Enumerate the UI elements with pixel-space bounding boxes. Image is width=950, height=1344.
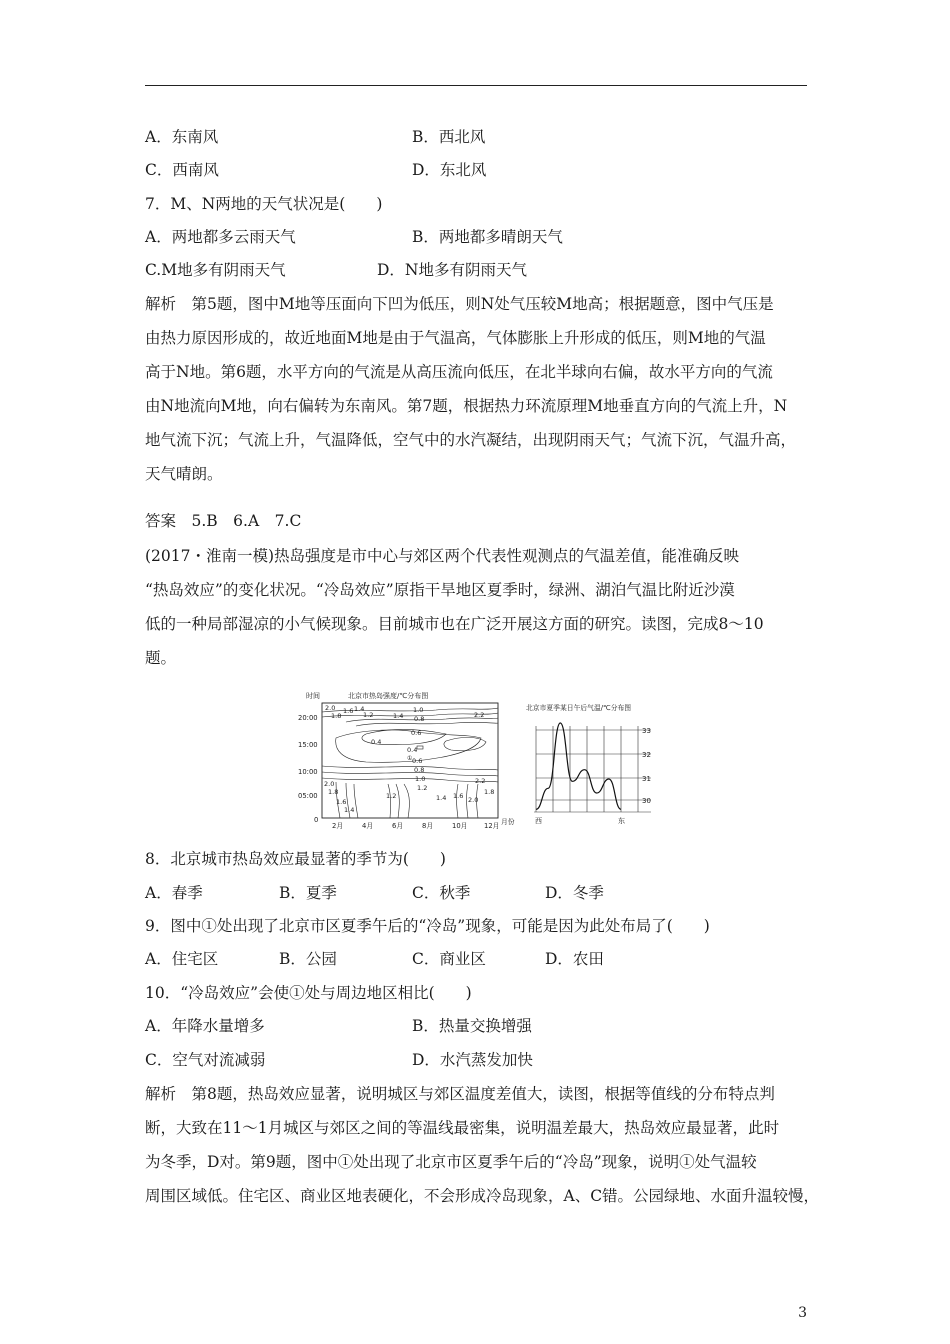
svg-text:1.2: 1.2 xyxy=(417,784,428,792)
answer-line: 答案 5.B 6.A 7.C xyxy=(145,512,302,530)
svg-text:0.4: 0.4 xyxy=(371,738,382,746)
svg-text:1.4: 1.4 xyxy=(436,794,447,802)
svg-text:1.6: 1.6 xyxy=(336,798,347,806)
intro-line-4: 题。 xyxy=(145,649,177,667)
q10-option-d: D．水汽蒸发加快 xyxy=(412,1051,533,1069)
svg-text:1.4: 1.4 xyxy=(344,806,355,814)
intro-line-2: “热岛效应”的变化状况。“冷岛效应”原指干旱地区夏季时，绿洲、湖泊气温比附近沙漠 xyxy=(145,581,735,599)
analysis2-line-4: 周围区域低。住宅区、商业区地表硬化，不会形成冷岛现象，A、C错。公园绿地、水面升温较慢， xyxy=(145,1187,820,1205)
analysis1-line-1: 解析 第5题，图中M地等压面向下凹为低压，则N处气压较M地高；根据题意，图中气压是 xyxy=(145,295,774,313)
svg-text:2.2: 2.2 xyxy=(474,711,485,719)
left-fig-x-ticks xyxy=(332,822,499,830)
analysis1-line-6: 天气晴朗。 xyxy=(145,465,223,483)
analysis1-line-2: 由热力原因形成的，故近地面M地是由于气温高，气体膨胀上升形成的低压，则M地的气温 xyxy=(145,329,766,347)
svg-text:1.6: 1.6 xyxy=(343,707,354,715)
svg-text:15:00: 15:00 xyxy=(298,741,318,749)
q9-option-d: D．农田 xyxy=(545,950,604,968)
svg-text:0: 0 xyxy=(314,816,319,824)
svg-text:10月: 10月 xyxy=(452,822,468,830)
svg-text:1.8: 1.8 xyxy=(484,788,495,796)
svg-text:2月: 2月 xyxy=(332,822,344,830)
q7-stem: 7．M、N两地的天气状况是( ) xyxy=(145,195,383,213)
svg-text:12月: 12月 xyxy=(484,822,500,830)
q9-option-c: C．商业区 xyxy=(412,950,486,968)
q6-option-d: D．东北风 xyxy=(412,161,487,179)
svg-text:1.0: 1.0 xyxy=(413,706,424,714)
q9-option-a: A．住宅区 xyxy=(145,950,219,968)
q6-option-a: A．东南风 xyxy=(145,128,219,146)
svg-text:31: 31 xyxy=(642,775,651,783)
q7-option-b: B．两地都多晴朗天气 xyxy=(412,228,563,246)
heat-island-figure xyxy=(296,686,515,832)
left-fig-y-ticks xyxy=(298,714,318,824)
q8-option-d: D．冬季 xyxy=(545,884,604,902)
analysis2-line-2: 断，大致在11～1月城区与郊区之间的等温线最密集，说明温差最大，热岛效应最显著，此时 xyxy=(145,1119,780,1137)
analysis1-line-4: 由N地流向M地，向右偏转为东南风。第7题，根据热力环流原理M地垂直方向的气流上升，N xyxy=(145,397,788,415)
svg-text:1.0: 1.0 xyxy=(415,775,426,783)
q10-stem: 10．“冷岛效应”会使①处与周边地区相比( ) xyxy=(145,984,472,1002)
analysis2-line-3: 为冬季，D对。第9题，图中①处出现了北京市区夏季午后的“冷岛”现象，说明①处气温较 xyxy=(145,1153,757,1171)
svg-text:33: 33 xyxy=(642,727,651,735)
svg-text:1.4: 1.4 xyxy=(354,705,365,713)
right-fig-title: 北京市夏季某日午后气温/℃分布图 xyxy=(526,704,632,712)
intro-line-3: 低的一种局部湿凉的小气候现象。目前城市也在广泛开展这方面的研究。读图，完成8～10 xyxy=(145,615,764,633)
svg-text:0.4: 0.4 xyxy=(407,746,418,754)
svg-text:30: 30 xyxy=(642,797,651,805)
q8-option-b: B．夏季 xyxy=(279,884,337,902)
svg-text:2.0: 2.0 xyxy=(325,704,336,712)
svg-text:10:00: 10:00 xyxy=(298,768,318,776)
q7-option-d: D．N地多有阴雨天气 xyxy=(377,261,527,279)
right-fig-x-east: 东 xyxy=(618,817,625,825)
svg-text:1.2: 1.2 xyxy=(363,711,374,719)
analysis1-line-3: 高于N地。第6题，水平方向的气流是从高压流向低压，在北半球向右偏，故水平方向的气流 xyxy=(145,363,773,381)
temperature-line xyxy=(536,723,621,809)
svg-text:1.8: 1.8 xyxy=(328,788,339,796)
q8-option-c: C．秋季 xyxy=(412,884,471,902)
svg-text:0.6: 0.6 xyxy=(411,729,422,737)
marker-label: ① xyxy=(407,755,413,762)
svg-text:6月: 6月 xyxy=(392,822,404,830)
analysis2-line-1: 解析 第8题，热岛效应显著，说明城区与郊区温度差值大，读图，根据等值线的分布特点判 xyxy=(145,1085,775,1103)
page-number: 3 xyxy=(798,1305,807,1321)
svg-text:1.2: 1.2 xyxy=(386,792,397,800)
left-fig-ylabel: 时间 xyxy=(306,692,320,700)
intro-line-1: (2017・淮南一模)热岛强度是市中心与郊区两个代表性观测点的气温差值，能准确反映 xyxy=(145,547,740,565)
q10-option-c: C．空气对流减弱 xyxy=(145,1051,266,1069)
left-fig-xlabel: 月份 xyxy=(501,818,515,826)
svg-text:0.8: 0.8 xyxy=(414,766,425,774)
right-fig-y-ticks xyxy=(642,727,651,805)
marker-symbol xyxy=(417,746,423,749)
q10-option-a: A．年降水量增多 xyxy=(145,1017,265,1035)
header-rule xyxy=(145,85,807,86)
q8-option-a: A．春季 xyxy=(145,884,203,902)
q7-option-c: C.M地多有阴雨天气 xyxy=(145,261,286,279)
q9-option-b: B．公园 xyxy=(279,950,337,968)
right-fig-x-west: 西 xyxy=(535,817,542,825)
q8-stem: 8．北京城市热岛效应最显著的季节为( ) xyxy=(145,850,446,868)
svg-text:4月: 4月 xyxy=(362,822,374,830)
right-fig-grid xyxy=(534,726,651,812)
svg-text:8月: 8月 xyxy=(422,822,434,830)
svg-text:05:00: 05:00 xyxy=(298,792,318,800)
q7-option-a: A．两地都多云雨天气 xyxy=(145,228,296,246)
q6-option-c: C．西南风 xyxy=(145,161,219,179)
svg-text:0.6: 0.6 xyxy=(412,757,423,765)
svg-text:1.6: 1.6 xyxy=(453,792,464,800)
svg-text:1.4: 1.4 xyxy=(393,712,404,720)
svg-text:2.2: 2.2 xyxy=(475,777,486,785)
svg-text:20:00: 20:00 xyxy=(298,714,318,722)
q9-stem: 9．图中①处出现了北京市区夏季午后的“冷岛”现象，可能是因为此处布局了( ) xyxy=(145,917,710,935)
temperature-figure xyxy=(526,700,666,826)
svg-text:32: 32 xyxy=(642,751,651,759)
analysis1-line-5: 地气流下沉；气流上升，气温降低，空气中的水汽凝结，出现阴雨天气；气流下沉，气温升高， xyxy=(145,431,797,449)
left-fig-title: 北京市热岛强度/℃分布图 xyxy=(348,692,429,700)
svg-text:2.0: 2.0 xyxy=(468,796,479,804)
svg-text:1.8: 1.8 xyxy=(331,712,342,720)
svg-text:2.0: 2.0 xyxy=(324,780,335,788)
q6-option-b: B．西北风 xyxy=(412,128,486,146)
svg-text:0.8: 0.8 xyxy=(414,715,425,723)
q10-option-b: B．热量交换增强 xyxy=(412,1017,532,1035)
